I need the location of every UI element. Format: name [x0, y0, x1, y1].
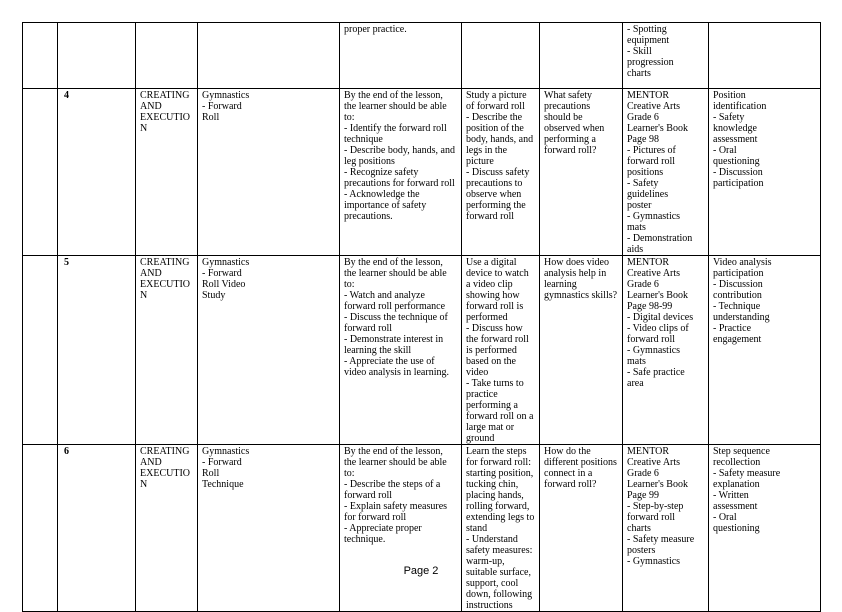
page-number: Page 2 [403, 565, 439, 577]
assessment-cell: Video analysis participation - Discussion contribution - Technique understanding - Practice engagement [709, 256, 821, 445]
key-inquiry-question-cell: How does video analysis help in learning gymnastics skills? [540, 256, 623, 445]
learning-outcomes-cell: By the end of the lesson, the learner should be able to: - Describe the steps of a forward roll - Explain safety measures for forward roll - Appreciate proper technique. [340, 445, 462, 612]
sub-strand-cell: Gymnastics - Forward Roll [198, 89, 340, 256]
strand-cell: CREATING AND EXECUTION [136, 89, 198, 256]
learning-experiences-cell: Learn the steps for forward roll: starting position, tucking chin, placing hands, rolling forward, extending legs to stand - Understand safety measures: warm-up, suitable surface, support, cool down, following instructions [462, 445, 540, 612]
key-inquiry-question-cell [540, 23, 623, 89]
table-row [23, 256, 821, 445]
sub-strand-cell: Gymnastics - Forward Roll Technique [198, 445, 340, 612]
learning-outcomes-cell: By the end of the lesson, the learner should be able to: - Watch and analyze forward roll performance - Discuss the technique of forward roll - Demonstrate interest in learning the skill - Appreciate the use of video analysis in learning. [340, 256, 462, 445]
learning-experiences-cell: Study a picture of forward roll - Describe the position of the body, hands, and legs in the picture - Discuss safety precautions to observe when performing the forward roll [462, 89, 540, 256]
learning-resources-cell: - Spotting equipment - Skill progression charts [623, 23, 709, 89]
sub-strand-cell: Gymnastics - Forward Roll Video Study [198, 256, 340, 445]
strand-cell: CREATING AND EXECUTION [136, 256, 198, 445]
table-row [23, 89, 821, 256]
learning-resources-cell: MENTOR Creative Arts Grade 6 Learner's Book Page 98 - Pictures of forward roll positions - Safety guidelines poster - Gymnastics mats - Demonstration aids [623, 89, 709, 256]
week-cell [23, 23, 58, 89]
assessment-cell: Step sequence recollection - Safety measure explanation - Written assessment - Oral questioning [709, 445, 821, 612]
learning-resources-cell: MENTOR Creative Arts Grade 6 Learner's Book Page 99 - Step-by-step forward roll charts - Safety measure posters - Gymnastics [623, 445, 709, 612]
lesson-number-cell: 6 [58, 445, 136, 612]
learning-outcomes-cell: By the end of the lesson, the learner should be able to: - Identify the forward roll technique - Describe body, hands, and leg positions - Recognize safety precautions for forward roll - Acknowledge the importance of safety precautions. [340, 89, 462, 256]
learning-resources-cell: MENTOR Creative Arts Grade 6 Learner's Book Page 98-99 - Digital devices - Video clips of forward roll - Gymnastics mats - Safe practice area [623, 256, 709, 445]
learning-outcomes-cell: proper practice. [340, 23, 462, 89]
key-inquiry-question-cell: How do the different positions connect in a forward roll? [540, 445, 623, 612]
lesson-plan-table [22, 22, 821, 612]
table-row [23, 23, 821, 89]
key-inquiry-question-cell: What safety precautions should be observed when performing a forward roll? [540, 89, 623, 256]
table-row [23, 445, 821, 612]
sub-strand-cell [198, 23, 340, 89]
strand-cell [136, 23, 198, 89]
week-cell [23, 445, 58, 612]
learning-experiences-cell: Use a digital device to watch a video clip showing how forward roll is performed - Discuss how the forward roll is performed based on the video - Take turns to practice performing a forward roll on a large mat or ground [462, 256, 540, 445]
strand-cell: CREATING AND EXECUTION [136, 445, 198, 612]
lesson-number-cell: 5 [58, 256, 136, 445]
learning-experiences-cell [462, 23, 540, 89]
week-cell [23, 256, 58, 445]
assessment-cell: Position identification - Safety knowledge assessment - Oral questioning - Discussion participation [709, 89, 821, 256]
assessment-cell [709, 23, 821, 89]
week-cell [23, 89, 58, 256]
lesson-number-cell [58, 23, 136, 89]
lesson-number-cell: 4 [58, 89, 136, 256]
